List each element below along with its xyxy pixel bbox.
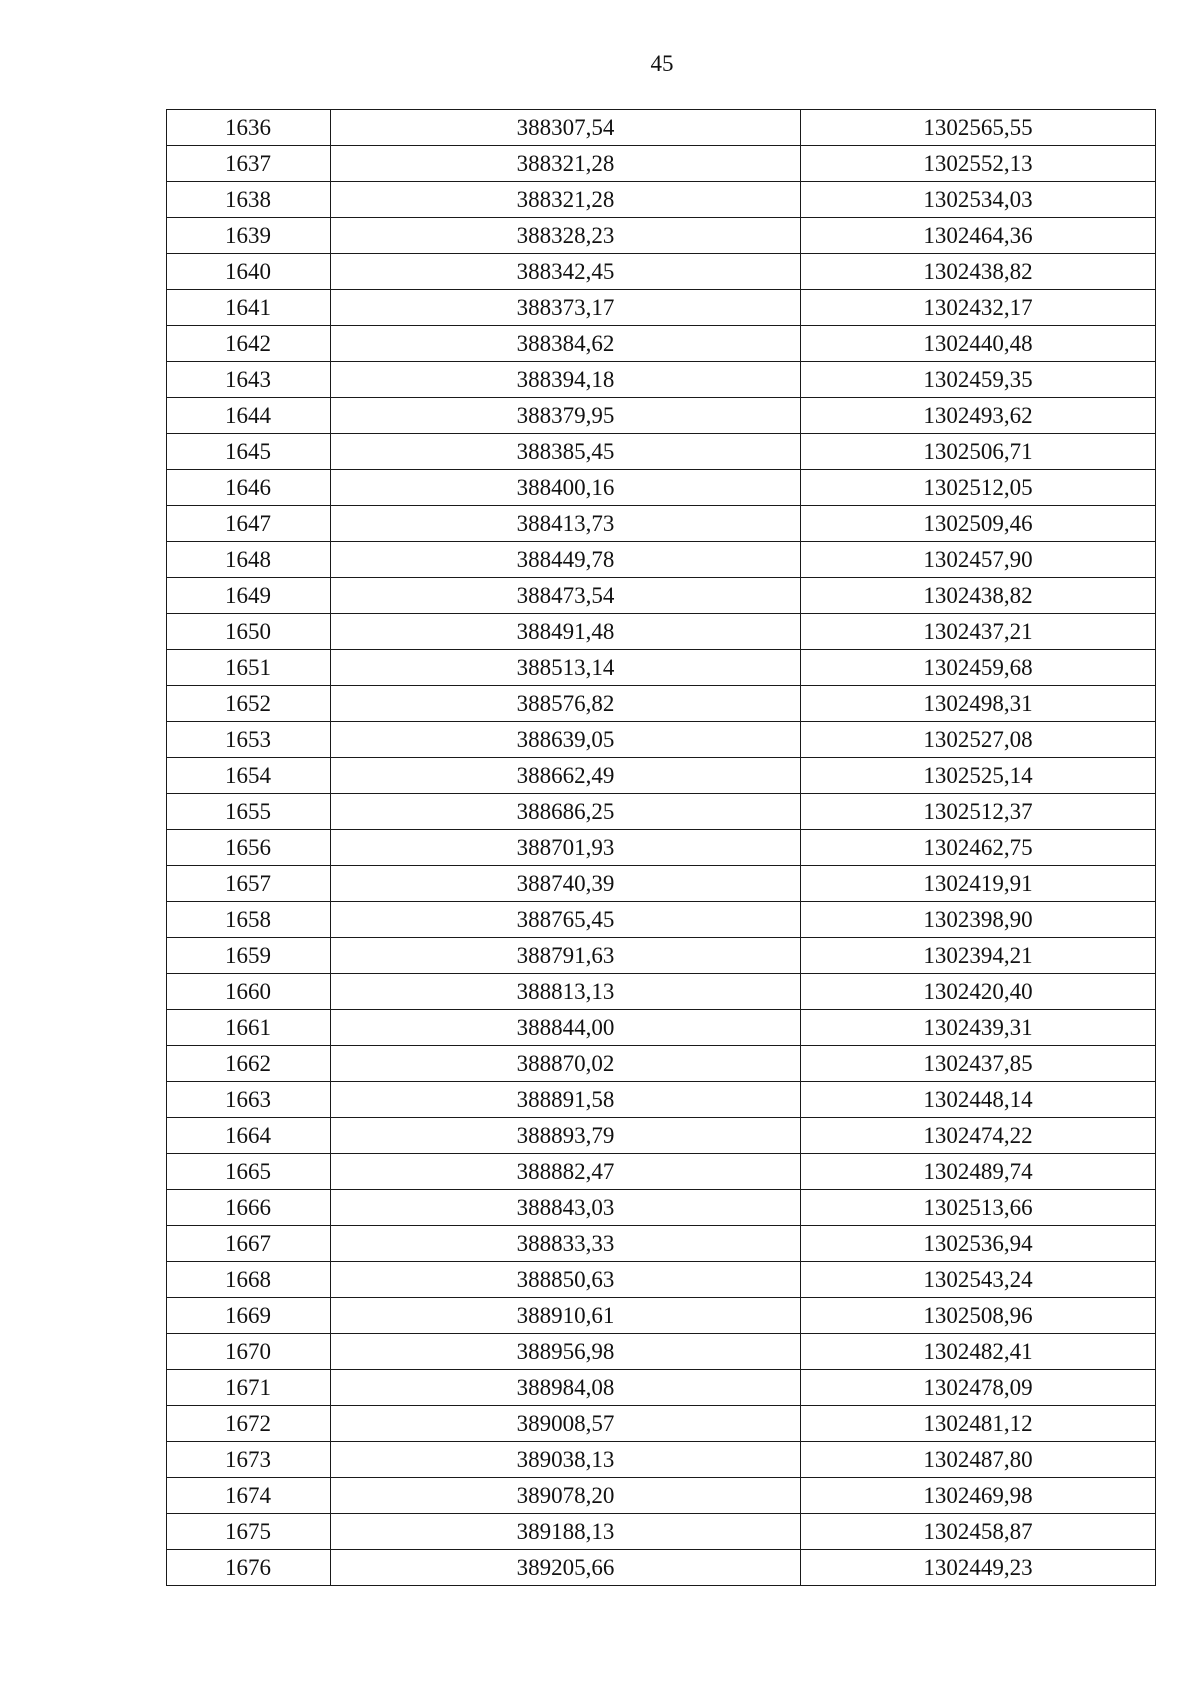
point-number-cell (167, 1262, 331, 1298)
point-number-cell (167, 1010, 331, 1046)
x-coordinate-value: 388870,02 (516, 1051, 615, 1076)
point-number-value: 1664 (225, 1123, 271, 1148)
x-coordinate-value: 388893,79 (516, 1123, 615, 1148)
y-coordinate-cell (801, 794, 1156, 830)
point-number-cell (167, 578, 331, 614)
point-number-cell (167, 1118, 331, 1154)
x-coordinate-cell (331, 1478, 801, 1514)
x-coordinate-value: 389078,20 (516, 1483, 615, 1508)
x-coordinate-cell (331, 506, 801, 542)
y-coordinate-value: 1302459,68 (923, 655, 1033, 680)
point-number-value: 1665 (225, 1159, 271, 1184)
x-coordinate-cell (331, 1298, 801, 1334)
point-number-cell (167, 1298, 331, 1334)
y-coordinate-cell (801, 146, 1156, 182)
point-number-cell (167, 434, 331, 470)
y-coordinate-cell (801, 1118, 1156, 1154)
x-coordinate-cell (331, 686, 801, 722)
point-number-value: 1646 (225, 475, 271, 500)
table-row (167, 1334, 1156, 1370)
x-coordinate-cell (331, 1442, 801, 1478)
point-number-value: 1637 (225, 151, 271, 176)
table-row (167, 1010, 1156, 1046)
table-row (167, 1190, 1156, 1226)
point-number-cell (167, 758, 331, 794)
y-coordinate-value: 1302513,66 (923, 1195, 1033, 1220)
table-row (167, 794, 1156, 830)
x-coordinate-cell (331, 650, 801, 686)
table-row (167, 1442, 1156, 1478)
y-coordinate-cell (801, 1514, 1156, 1550)
table-row (167, 398, 1156, 434)
x-coordinate-cell (331, 362, 801, 398)
point-number-cell (167, 974, 331, 1010)
x-coordinate-cell (331, 290, 801, 326)
x-coordinate-value: 388639,05 (516, 727, 615, 752)
y-coordinate-value: 1302527,08 (923, 727, 1033, 752)
x-coordinate-cell (331, 902, 801, 938)
y-coordinate-cell (801, 1334, 1156, 1370)
y-coordinate-value: 1302552,13 (923, 151, 1033, 176)
point-number-cell (167, 794, 331, 830)
point-number-value: 1657 (225, 871, 271, 896)
point-number-value: 1658 (225, 907, 271, 932)
x-coordinate-cell (331, 110, 801, 146)
y-coordinate-cell (801, 542, 1156, 578)
table-row (167, 1550, 1156, 1586)
x-coordinate-cell (331, 1010, 801, 1046)
y-coordinate-cell (801, 1190, 1156, 1226)
table-row (167, 182, 1156, 218)
x-coordinate-cell (331, 722, 801, 758)
y-coordinate-value: 1302493,62 (923, 403, 1033, 428)
point-number-cell (167, 1046, 331, 1082)
point-number-cell (167, 1406, 331, 1442)
x-coordinate-cell (331, 830, 801, 866)
table-row (167, 1046, 1156, 1082)
point-number-cell (167, 1514, 331, 1550)
point-number-value: 1655 (225, 799, 271, 824)
y-coordinate-value: 1302474,22 (923, 1123, 1033, 1148)
y-coordinate-cell (801, 1226, 1156, 1262)
coordinates-table-body (167, 110, 1156, 1586)
x-coordinate-cell (331, 542, 801, 578)
point-number-cell (167, 1442, 331, 1478)
y-coordinate-value: 1302420,40 (923, 979, 1033, 1004)
y-coordinate-cell (801, 686, 1156, 722)
x-coordinate-value: 388984,08 (516, 1375, 615, 1400)
table-row (167, 110, 1156, 146)
x-coordinate-value: 388513,14 (516, 655, 615, 680)
table-row (167, 542, 1156, 578)
point-number-value: 1675 (225, 1519, 271, 1544)
y-coordinate-cell (801, 434, 1156, 470)
point-number-cell (167, 146, 331, 182)
y-coordinate-cell (801, 290, 1156, 326)
y-coordinate-value: 1302487,80 (923, 1447, 1033, 1472)
y-coordinate-cell (801, 1082, 1156, 1118)
y-coordinate-value: 1302536,94 (923, 1231, 1033, 1256)
point-number-value: 1661 (225, 1015, 271, 1040)
x-coordinate-value: 388813,13 (516, 979, 615, 1004)
point-number-value: 1673 (225, 1447, 271, 1472)
point-number-cell (167, 398, 331, 434)
point-number-cell (167, 290, 331, 326)
point-number-cell (167, 218, 331, 254)
x-coordinate-cell (331, 614, 801, 650)
y-coordinate-value: 1302498,31 (923, 691, 1033, 716)
y-coordinate-cell (801, 974, 1156, 1010)
x-coordinate-cell (331, 794, 801, 830)
y-coordinate-value: 1302462,75 (923, 835, 1033, 860)
y-coordinate-value: 1302458,87 (923, 1519, 1033, 1544)
y-coordinate-cell (801, 830, 1156, 866)
point-number-value: 1641 (225, 295, 271, 320)
point-number-cell (167, 1334, 331, 1370)
point-number-cell (167, 542, 331, 578)
x-coordinate-value: 388910,61 (516, 1303, 615, 1328)
x-coordinate-value: 388385,45 (516, 439, 615, 464)
table-row (167, 650, 1156, 686)
y-coordinate-value: 1302437,85 (923, 1051, 1033, 1076)
point-number-cell (167, 830, 331, 866)
point-number-cell (167, 1478, 331, 1514)
table-row (167, 902, 1156, 938)
table-row (167, 830, 1156, 866)
table-row (167, 974, 1156, 1010)
x-coordinate-cell (331, 1550, 801, 1586)
y-coordinate-value: 1302438,82 (923, 259, 1033, 284)
x-coordinate-cell (331, 974, 801, 1010)
point-number-value: 1667 (225, 1231, 271, 1256)
point-number-cell (167, 110, 331, 146)
table-row (167, 326, 1156, 362)
table-row (167, 362, 1156, 398)
y-coordinate-cell (801, 254, 1156, 290)
x-coordinate-cell (331, 1406, 801, 1442)
point-number-cell (167, 1082, 331, 1118)
y-coordinate-value: 1302489,74 (923, 1159, 1033, 1184)
point-number-value: 1645 (225, 439, 271, 464)
point-number-cell (167, 1190, 331, 1226)
y-coordinate-value: 1302543,24 (923, 1267, 1033, 1292)
y-coordinate-cell (801, 866, 1156, 902)
x-coordinate-value: 388328,23 (516, 223, 615, 248)
y-coordinate-value: 1302512,37 (923, 799, 1033, 824)
y-coordinate-value: 1302534,03 (923, 187, 1033, 212)
point-number-cell (167, 722, 331, 758)
point-number-value: 1649 (225, 583, 271, 608)
y-coordinate-cell (801, 398, 1156, 434)
point-number-value: 1672 (225, 1411, 271, 1436)
point-number-cell (167, 686, 331, 722)
point-number-value: 1671 (225, 1375, 271, 1400)
table-row (167, 578, 1156, 614)
y-coordinate-cell (801, 1262, 1156, 1298)
table-row (167, 1298, 1156, 1334)
y-coordinate-value: 1302439,31 (923, 1015, 1033, 1040)
y-coordinate-value: 1302481,12 (923, 1411, 1033, 1436)
y-coordinate-cell (801, 1046, 1156, 1082)
x-coordinate-value: 388394,18 (516, 367, 615, 392)
table-row (167, 1514, 1156, 1550)
x-coordinate-value: 388882,47 (516, 1159, 615, 1184)
point-number-value: 1640 (225, 259, 271, 284)
point-number-value: 1669 (225, 1303, 271, 1328)
y-coordinate-value: 1302440,48 (923, 331, 1033, 356)
x-coordinate-cell (331, 182, 801, 218)
table-row (167, 1118, 1156, 1154)
x-coordinate-value: 388449,78 (516, 547, 615, 572)
table-row (167, 218, 1156, 254)
y-coordinate-cell (801, 1478, 1156, 1514)
x-coordinate-cell (331, 434, 801, 470)
y-coordinate-value: 1302482,41 (923, 1339, 1033, 1364)
x-coordinate-value: 388956,98 (516, 1339, 615, 1364)
point-number-value: 1662 (225, 1051, 271, 1076)
y-coordinate-value: 1302512,05 (923, 475, 1033, 500)
point-number-value: 1666 (225, 1195, 271, 1220)
point-number-cell (167, 1370, 331, 1406)
y-coordinate-cell (801, 1550, 1156, 1586)
point-number-value: 1668 (225, 1267, 271, 1292)
x-coordinate-value: 388701,93 (516, 835, 615, 860)
y-coordinate-cell (801, 1298, 1156, 1334)
y-coordinate-value: 1302419,91 (923, 871, 1033, 896)
table-row (167, 146, 1156, 182)
x-coordinate-cell (331, 1046, 801, 1082)
x-coordinate-cell (331, 1190, 801, 1226)
point-number-value: 1643 (225, 367, 271, 392)
table-row (167, 1262, 1156, 1298)
table-row (167, 470, 1156, 506)
x-coordinate-value: 388373,17 (516, 295, 615, 320)
point-number-value: 1651 (225, 655, 271, 680)
x-coordinate-cell (331, 254, 801, 290)
table-row (167, 1406, 1156, 1442)
y-coordinate-cell (801, 362, 1156, 398)
x-coordinate-cell (331, 1370, 801, 1406)
table-row (167, 254, 1156, 290)
x-coordinate-cell (331, 1082, 801, 1118)
point-number-value: 1654 (225, 763, 271, 788)
point-number-cell (167, 506, 331, 542)
x-coordinate-value: 388400,16 (516, 475, 615, 500)
x-coordinate-value: 388891,58 (516, 1087, 615, 1112)
table-row (167, 866, 1156, 902)
point-number-value: 1660 (225, 979, 271, 1004)
x-coordinate-value: 388413,73 (516, 511, 615, 536)
table-row (167, 1154, 1156, 1190)
x-coordinate-cell (331, 758, 801, 794)
table-row (167, 434, 1156, 470)
x-coordinate-value: 388844,00 (516, 1015, 615, 1040)
y-coordinate-value: 1302437,21 (923, 619, 1033, 644)
x-coordinate-cell (331, 326, 801, 362)
y-coordinate-value: 1302438,82 (923, 583, 1033, 608)
y-coordinate-value: 1302464,36 (923, 223, 1033, 248)
x-coordinate-value: 389038,13 (516, 1447, 615, 1472)
table-row (167, 1226, 1156, 1262)
table-row (167, 614, 1156, 650)
y-coordinate-cell (801, 110, 1156, 146)
x-coordinate-value: 388850,63 (516, 1267, 615, 1292)
x-coordinate-value: 388342,45 (516, 259, 615, 284)
y-coordinate-value: 1302565,55 (923, 115, 1033, 140)
x-coordinate-value: 388686,25 (516, 799, 615, 824)
table-row (167, 938, 1156, 974)
x-coordinate-cell (331, 1118, 801, 1154)
point-number-value: 1638 (225, 187, 271, 212)
point-number-cell (167, 938, 331, 974)
table-row (167, 1082, 1156, 1118)
table-row (167, 290, 1156, 326)
x-coordinate-value: 388321,28 (516, 187, 615, 212)
coordinates-table (166, 109, 1156, 1586)
x-coordinate-value: 388384,62 (516, 331, 615, 356)
x-coordinate-cell (331, 866, 801, 902)
point-number-cell (167, 650, 331, 686)
y-coordinate-value: 1302459,35 (923, 367, 1033, 392)
table-row (167, 1478, 1156, 1514)
point-number-cell (167, 362, 331, 398)
x-coordinate-value: 389008,57 (516, 1411, 615, 1436)
y-coordinate-cell (801, 902, 1156, 938)
page-number: 45 (650, 51, 674, 76)
point-number-cell (167, 326, 331, 362)
x-coordinate-value: 388321,28 (516, 151, 615, 176)
point-number-cell (167, 182, 331, 218)
y-coordinate-cell (801, 1442, 1156, 1478)
y-coordinate-cell (801, 1010, 1156, 1046)
x-coordinate-value: 388843,03 (516, 1195, 615, 1220)
y-coordinate-value: 1302394,21 (923, 943, 1033, 968)
x-coordinate-cell (331, 578, 801, 614)
x-coordinate-cell (331, 1514, 801, 1550)
x-coordinate-value: 388576,82 (516, 691, 615, 716)
point-number-value: 1647 (225, 511, 271, 536)
y-coordinate-cell (801, 1406, 1156, 1442)
point-number-cell (167, 866, 331, 902)
x-coordinate-value: 388740,39 (516, 871, 615, 896)
x-coordinate-cell (331, 1154, 801, 1190)
y-coordinate-cell (801, 1370, 1156, 1406)
y-coordinate-value: 1302509,46 (923, 511, 1033, 536)
point-number-cell (167, 470, 331, 506)
point-number-cell (167, 254, 331, 290)
x-coordinate-value: 389205,66 (516, 1555, 615, 1580)
y-coordinate-value: 1302449,23 (923, 1555, 1033, 1580)
point-number-value: 1653 (225, 727, 271, 752)
point-number-value: 1676 (225, 1555, 271, 1580)
table-row (167, 506, 1156, 542)
x-coordinate-value: 388791,63 (516, 943, 615, 968)
x-coordinate-cell (331, 470, 801, 506)
table-row (167, 722, 1156, 758)
x-coordinate-value: 388833,33 (516, 1231, 615, 1256)
point-number-cell (167, 902, 331, 938)
point-number-value: 1659 (225, 943, 271, 968)
y-coordinate-value: 1302448,14 (923, 1087, 1033, 1112)
y-coordinate-cell (801, 578, 1156, 614)
x-coordinate-value: 388662,49 (516, 763, 615, 788)
point-number-value: 1656 (225, 835, 271, 860)
y-coordinate-cell (801, 722, 1156, 758)
x-coordinate-value: 388379,95 (516, 403, 615, 428)
y-coordinate-value: 1302525,14 (923, 763, 1033, 788)
x-coordinate-cell (331, 1262, 801, 1298)
y-coordinate-cell (801, 938, 1156, 974)
point-number-value: 1650 (225, 619, 271, 644)
y-coordinate-cell (801, 614, 1156, 650)
table-row (167, 686, 1156, 722)
y-coordinate-value: 1302432,17 (923, 295, 1033, 320)
y-coordinate-cell (801, 758, 1156, 794)
point-number-cell (167, 1154, 331, 1190)
x-coordinate-value: 388307,54 (516, 115, 615, 140)
x-coordinate-value: 389188,13 (516, 1519, 615, 1544)
x-coordinate-cell (331, 398, 801, 434)
y-coordinate-value: 1302398,90 (923, 907, 1033, 932)
y-coordinate-cell (801, 1154, 1156, 1190)
point-number-value: 1670 (225, 1339, 271, 1364)
y-coordinate-value: 1302506,71 (923, 439, 1033, 464)
point-number-value: 1639 (225, 223, 271, 248)
point-number-value: 1663 (225, 1087, 271, 1112)
point-number-value: 1648 (225, 547, 271, 572)
x-coordinate-cell (331, 1334, 801, 1370)
x-coordinate-cell (331, 1226, 801, 1262)
table-row (167, 1370, 1156, 1406)
table-row (167, 758, 1156, 794)
x-coordinate-cell (331, 218, 801, 254)
y-coordinate-cell (801, 218, 1156, 254)
point-number-value: 1642 (225, 331, 271, 356)
y-coordinate-cell (801, 326, 1156, 362)
x-coordinate-value: 388765,45 (516, 907, 615, 932)
y-coordinate-cell (801, 506, 1156, 542)
y-coordinate-value: 1302478,09 (923, 1375, 1033, 1400)
y-coordinate-cell (801, 182, 1156, 218)
point-number-value: 1652 (225, 691, 271, 716)
y-coordinate-cell (801, 470, 1156, 506)
y-coordinate-value: 1302508,96 (923, 1303, 1033, 1328)
y-coordinate-value: 1302457,90 (923, 547, 1033, 572)
x-coordinate-value: 388473,54 (516, 583, 615, 608)
point-number-cell (167, 614, 331, 650)
x-coordinate-cell (331, 146, 801, 182)
y-coordinate-value: 1302469,98 (923, 1483, 1033, 1508)
point-number-value: 1644 (225, 403, 271, 428)
x-coordinate-cell (331, 938, 801, 974)
point-number-value: 1674 (225, 1483, 271, 1508)
y-coordinate-cell (801, 650, 1156, 686)
point-number-cell (167, 1550, 331, 1586)
point-number-cell (167, 1226, 331, 1262)
point-number-value: 1636 (225, 115, 271, 140)
x-coordinate-value: 388491,48 (516, 619, 615, 644)
